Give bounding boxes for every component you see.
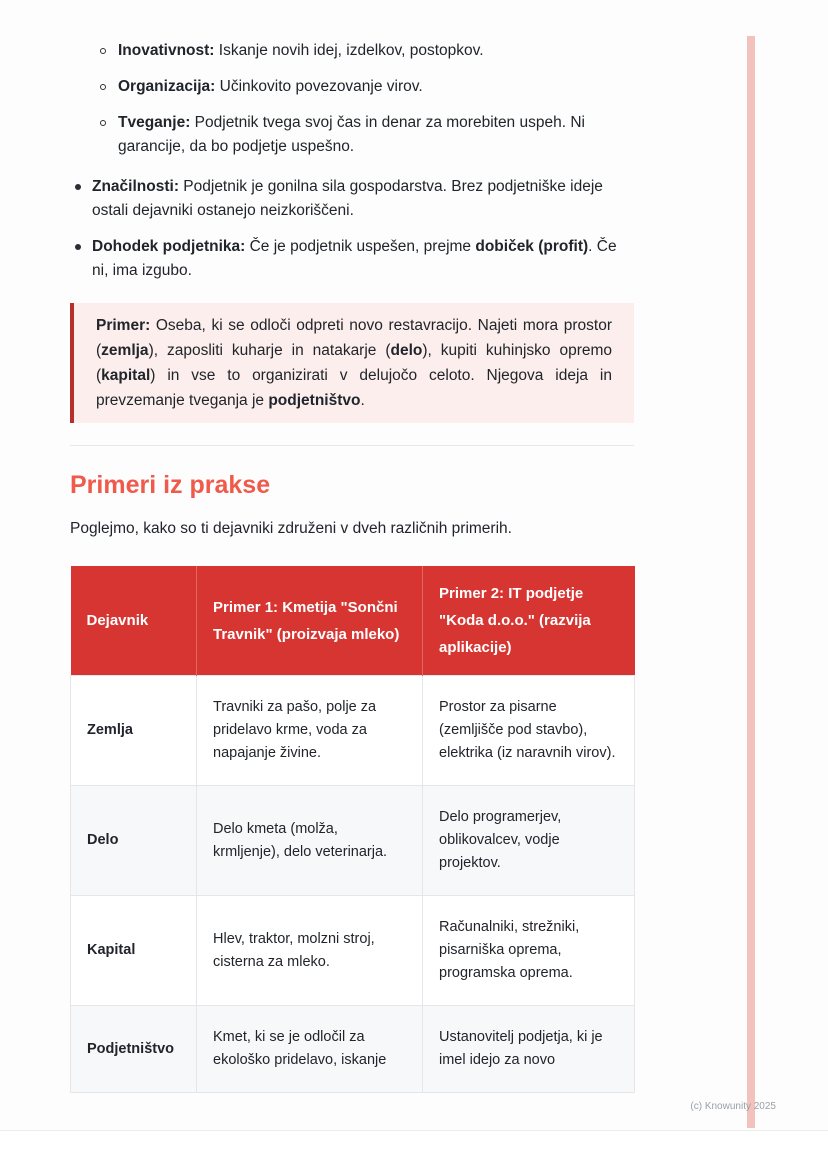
table-cell: Ustanovitelj podjetja, ki je imel idejo za novo [423,1006,635,1093]
table-cell: Prostor za pisarne (zemljišče pod stavbo), elektrika (iz naravnih virov). [423,676,635,786]
circle-bullet-icon [100,84,106,90]
text-run: Oseba, ki se odloči odpreti novo restavracijo. Najeti mora prostor ( [96,317,612,359]
section-divider [70,445,634,446]
examples-table [70,566,635,1093]
term-definition: Učinkovito povezovanje virov. [215,78,423,95]
table-row [71,676,635,786]
term-label: Organizacija: [118,78,216,95]
text-run: Če je podjetnik uspešen, prejme [245,238,476,255]
text-run: ), zaposliti kuharje in natakarje ( [148,342,391,359]
table-row [71,896,635,1006]
sub-bullet-list [70,39,634,159]
row-label: Zemlja [71,676,197,786]
copyright-watermark: (c) Knowunity 2025 [690,1101,776,1112]
term-label: Tveganje: [118,114,191,131]
column-header-primer-1: Primer 1: Kmetija "Sončni Travnik" (proizvaja mleko) [197,566,423,676]
callout-label: Primer: [96,317,151,334]
callout-text [96,313,612,413]
circle-bullet-icon [100,48,106,54]
table-body [71,676,635,1093]
table-cell: Travniki za pašo, polje za pridelavo krme, voda za napajanje živine. [197,676,423,786]
list-item-text [92,235,634,283]
circle-bullet-icon [100,120,106,126]
column-header-primer-2: Primer 2: IT podjetje "Koda d.o.o." (razvija aplikacije) [423,566,635,676]
list-item [70,75,634,99]
text-run: ), kupiti kuhinjsko opremo ( [96,342,613,384]
term-definition: Iskanje novih idej, izdelkov, postopkov. [214,42,484,59]
section-intro: Poglejmo, kako so ti dejavniki združeni v dveh različnih primerih. [70,520,512,537]
table-row [71,786,635,896]
text-run: . [360,392,365,409]
disc-bullet-icon [75,184,81,190]
list-item-text [118,75,634,99]
list-item-text [118,111,634,159]
table-header-row [71,566,635,676]
text-run: ) in vse to organizirati v delujočo celoto. Njegova ideja in prevzemanje tveganja je [96,367,612,409]
term-definition: Podjetnik tvega svoj čas in denar za morebiten uspeh. Ni garancije, da bo podjetje uspešno. [118,114,585,155]
bold-term: delo [390,342,423,359]
term-label: Dohodek podjetnika: [92,238,246,255]
list-item [70,111,634,159]
column-header-dejavnik: Dejavnik [71,566,197,676]
table-cell: Hlev, traktor, molzni stroj, cisterna za mleko. [197,896,423,1006]
disc-bullet-icon [75,244,81,250]
term-label: Inovativnost: [118,42,215,59]
table-cell: Delo kmeta (molža, krmljenje), delo veterinarja. [197,786,423,896]
list-item [70,175,634,223]
bold-term: dobiček (profit) [475,238,589,255]
page-content [70,31,634,1093]
table-header [71,566,635,676]
list-item [70,39,634,63]
text-run: . Če ni, ima izgubo. [92,238,617,279]
list-item-text [118,39,634,63]
bold-term: zemlja [101,342,149,359]
row-label: Delo [71,786,197,896]
row-label: Kapital [71,896,197,1006]
page-edge-accent-stripe [747,36,755,1128]
term-definition: Podjetnik je gonilna sila gospodarstva. Brez podjetniške ideje ostali dejavniki ostanejo neizkoriščeni. [92,178,603,219]
bold-term: podjetništvo [268,392,361,409]
example-callout [70,303,634,423]
table-cell: Delo programerjev, oblikovalcev, vodje projektov. [423,786,635,896]
term-label: Značilnosti: [92,178,179,195]
table-cell: Kmet, ki se je odločil za ekološko pridelavo, iskanje [197,1006,423,1093]
table-cell: Računalniki, strežniki, pisarniška oprema, programska oprema. [423,896,635,1006]
table-row [71,1006,635,1093]
list-item-text [92,175,634,223]
main-bullet-list [70,175,634,283]
row-label: Podjetništvo [71,1006,197,1093]
list-item [70,235,634,283]
bold-term: kapital [101,367,151,384]
section-heading: Primeri iz prakse [70,471,271,499]
